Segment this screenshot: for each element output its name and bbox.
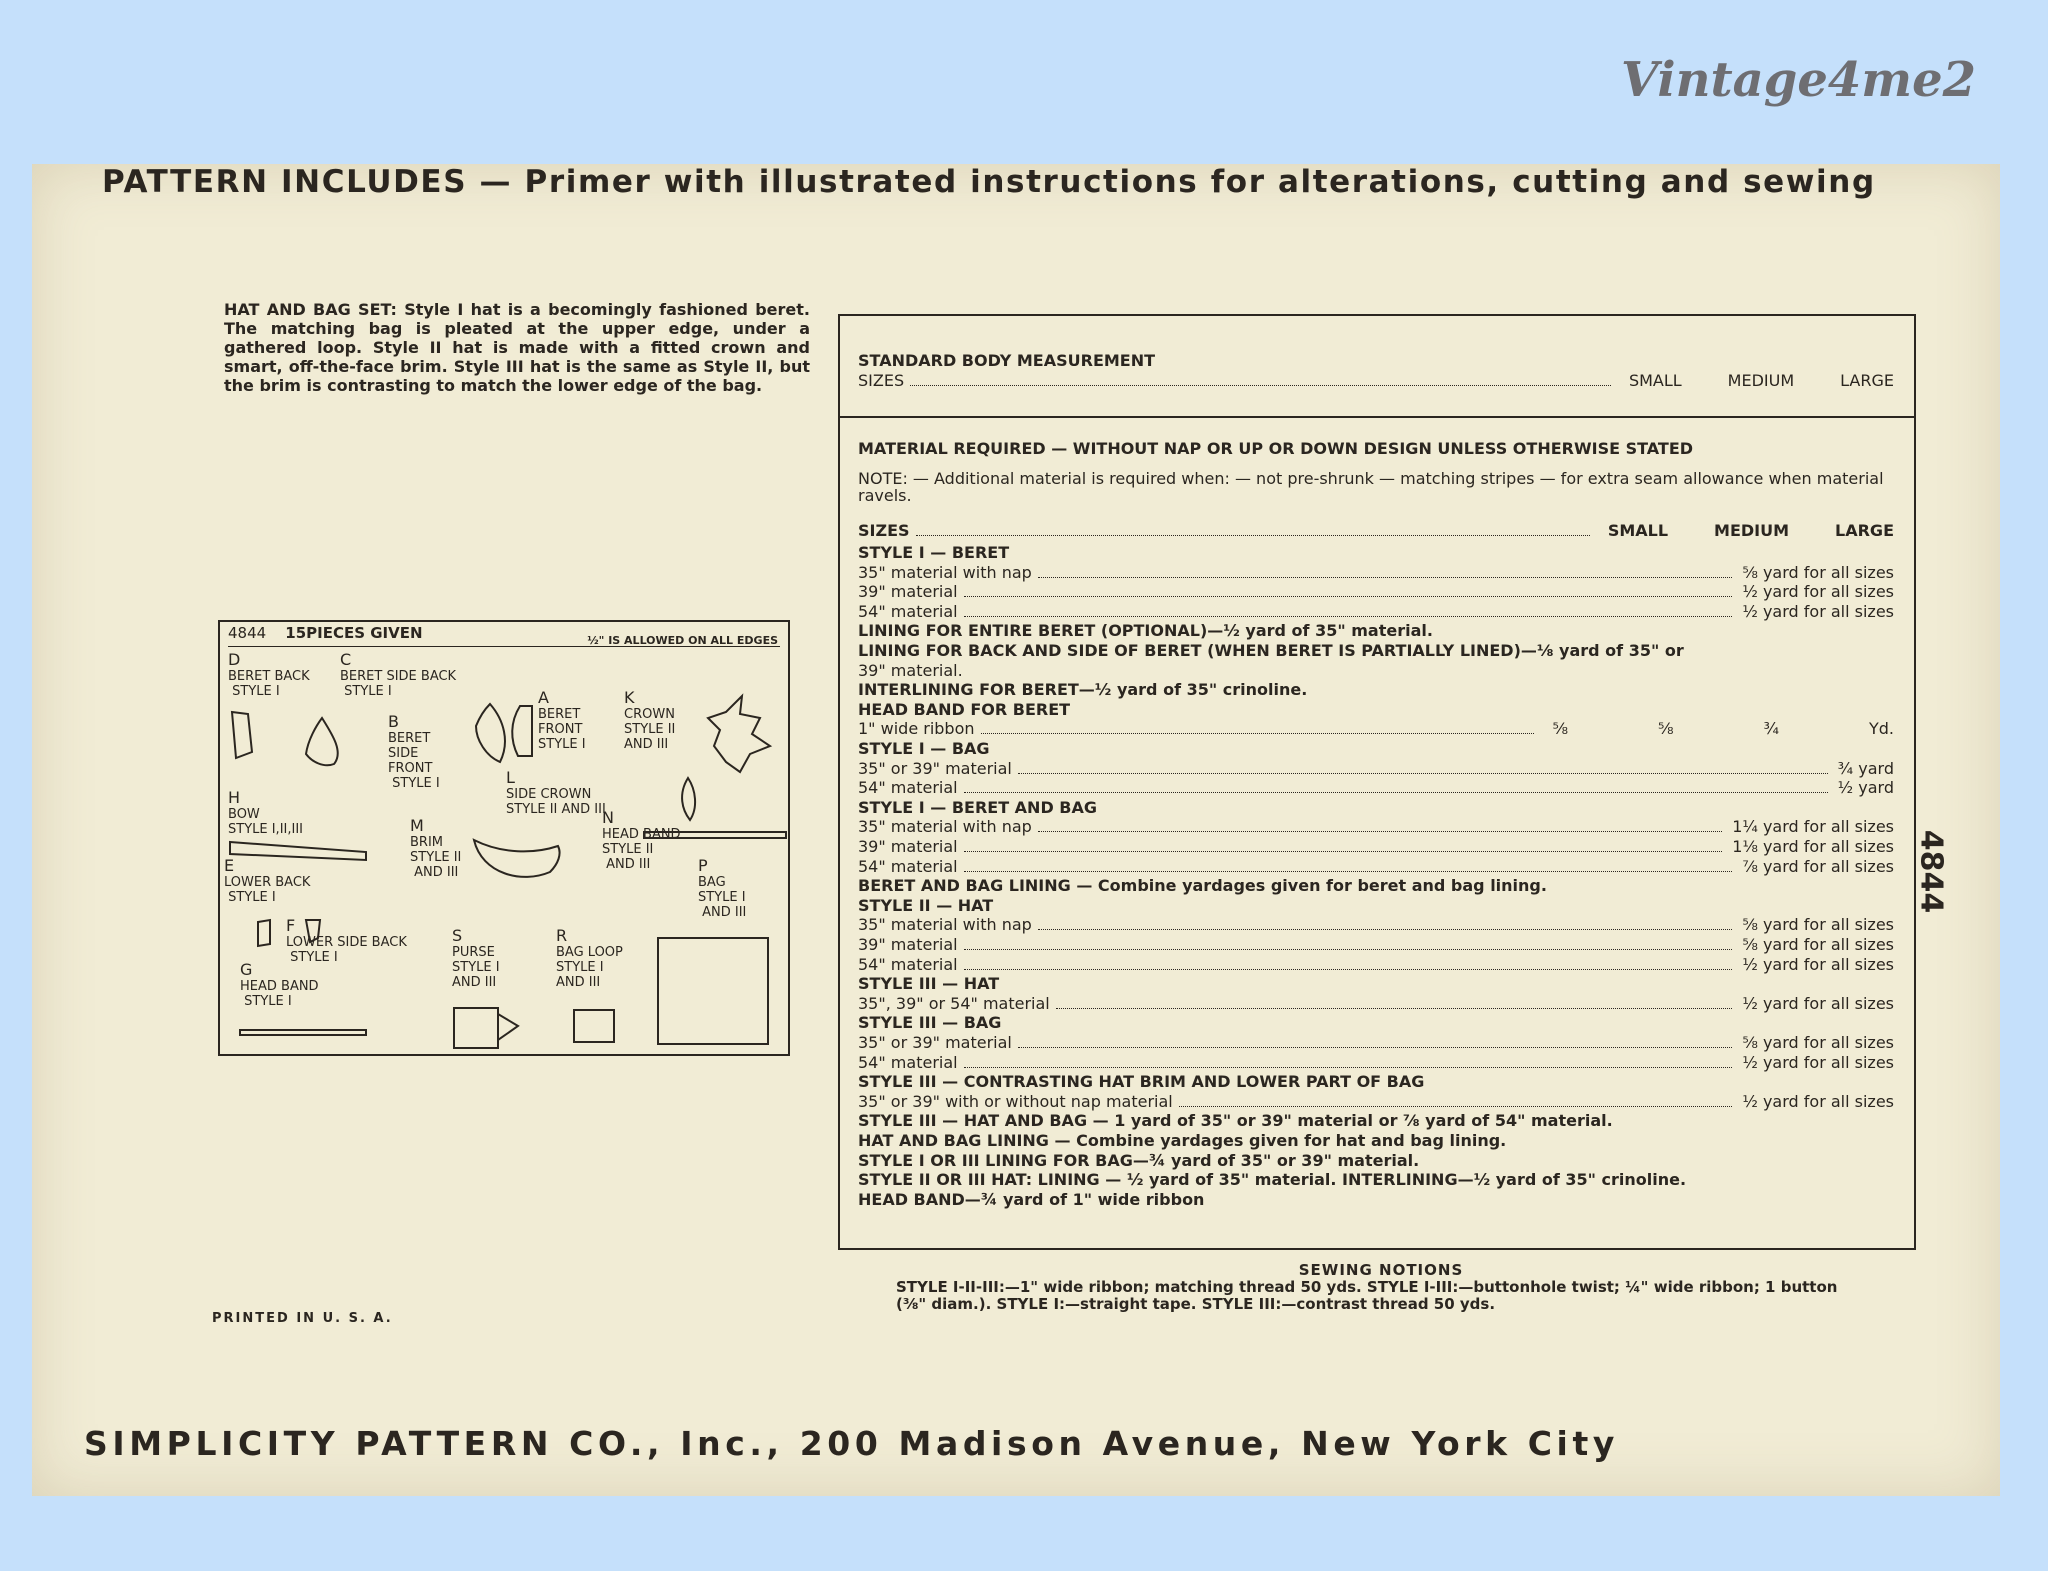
material-row: 54" material ½ yard for all sizes	[858, 954, 1894, 974]
pieces-given: 15PIECES GIVEN	[285, 624, 423, 642]
seam-allowance-note: ½" IS ALLOWED ON ALL EDGES	[587, 634, 778, 647]
pattern-number: 4844	[228, 624, 267, 642]
piece-f: F LOWER SIDE BACK STYLE I	[286, 916, 407, 965]
piece-s: S PURSE STYLE I AND III	[452, 926, 500, 990]
piece-c: C BERET SIDE BACK STYLE I	[340, 650, 457, 699]
material-row: 35" material with nap 1¼ yard for all sizes	[858, 817, 1894, 837]
printed-in-usa: PRINTED IN U. S. A.	[212, 1311, 393, 1326]
piece-r: R BAG LOOP STYLE I AND III	[556, 926, 623, 990]
material-row: LINING FOR BACK AND SIDE OF BERET (WHEN BERET IS PARTIALLY LINED)—⅛ yard of 35" or	[858, 641, 1684, 660]
material-row: 39" material.	[858, 660, 963, 680]
piece-k: K CROWN STYLE II AND III	[624, 688, 676, 752]
piece-g: G HEAD BAND STYLE I	[240, 960, 319, 1009]
material-row: STYLE III — HAT AND BAG — 1 yard of 35" or 39" material or ⅞ yard of 54" material.	[858, 1111, 1613, 1131]
material-row: 39" material ½ yard for all sizes	[858, 582, 1894, 602]
sewing-notions-title: SEWING NOTIONS	[1298, 1261, 1464, 1279]
material-row: INTERLINING FOR BERET—½ yard of 35" crinoline.	[858, 680, 1308, 700]
material-row: 35" or 39" material ⅝ yard for all sizes	[858, 1033, 1894, 1052]
piece-d: D BERET BACK STYLE I	[228, 650, 310, 699]
pattern-envelope-back	[32, 164, 2000, 1496]
pattern-includes-header: PATTERN INCLUDES — Primer with illustrated instructions for alterations, cutting and sewing	[102, 164, 1876, 200]
material-row: 35" material with nap ⅝ yard for all sizes	[858, 562, 1894, 582]
material-row: 35", 39" or 54" material ½ yard for all sizes	[858, 993, 1894, 1013]
material-row: 54" material ⅞ yard for all sizes	[858, 856, 1894, 876]
material-row: STYLE II OR III HAT: LINING — ½ yard of 35" material. INTERLINING—½ yard of 35" crinoline.	[858, 1170, 1687, 1190]
material-row: 35" or 39" material ¾ yard	[858, 758, 1894, 778]
pieces-diagram	[218, 620, 790, 1056]
material-row: STYLE III — CONTRASTING HAT BRIM AND LOWER PART OF BAG	[858, 1072, 1425, 1092]
material-row: STYLE III — BAG	[858, 1013, 1002, 1033]
yardage-table	[838, 314, 1916, 1250]
material-row: HAT AND BAG LINING — Combine yardages given for hat and bag lining.	[858, 1131, 1507, 1150]
piece-a: A BERET FRONT STYLE I	[538, 688, 586, 752]
material-row: 1" wide ribbon ⅝ ⅝ ¾ Yd.	[858, 719, 1894, 739]
material-sizes-row: SIZES SMALL MEDIUM LARGE	[858, 521, 1894, 540]
material-row: STYLE III — HAT	[858, 974, 1000, 994]
piece-n: N HEAD BAND STYLE II AND III	[602, 808, 681, 872]
piece-h: H BOW STYLE I,II,III	[228, 788, 303, 837]
description: HAT AND BAG SET: Style I hat is a becomingly fashioned beret. The matching bag is pleated at the upper edge, under a gathered loop. Style II hat is made with a fitted crown and smart, off-the-face brim. Style III hat is the same as Style II, but the brim is contrasting to match the lower edge of the bag.	[224, 300, 810, 395]
material-row: HEAD BAND—¾ yard of 1" wide ribbon	[858, 1189, 1205, 1209]
material-row: 35" material with nap ⅝ yard for all sizes	[858, 915, 1894, 935]
piece-p: P BAG STYLE I AND III	[698, 856, 747, 920]
piece-m: M BRIM STYLE II AND III	[410, 816, 462, 880]
material-row: 54" material ½ yard for all sizes	[858, 1052, 1894, 1072]
material-row: STYLE I OR III LINING FOR BAG—¾ yard of 35" or 39" material.	[858, 1150, 1420, 1170]
company-footer: SIMPLICITY PATTERN CO., Inc., 200 Madison Avenue, New York City	[84, 1424, 1619, 1463]
material-row: STYLE II — HAT	[858, 895, 994, 915]
piece-e: E LOWER BACK STYLE I	[224, 856, 311, 905]
piece-l: L SIDE CROWN STYLE II AND III	[506, 768, 606, 817]
material-note: NOTE: — Additional material is required when: — not pre-shrunk — matching stripes — for extra seam allowance when material ravels.	[858, 469, 1884, 505]
piece-b: B BERET SIDE FRONT STYLE I	[388, 712, 440, 791]
material-row: STYLE I — BAG	[858, 739, 990, 758]
material-row: 39" material ⅝ yard for all sizes	[858, 935, 1894, 954]
side-pattern-number: 4844	[1912, 829, 1948, 914]
watermark: Vintage4me2	[1620, 52, 1976, 108]
material-row: 39" material 1⅛ yard for all sizes	[858, 837, 1894, 856]
material-row: 54" material ½ yard for all sizes	[858, 601, 1894, 621]
material-row: STYLE I — BERET AND BAG	[858, 797, 1098, 817]
body-sizes-row: SIZES SMALL MEDIUM LARGE	[858, 371, 1894, 390]
body-measurement-title: STANDARD BODY MEASUREMENT	[858, 351, 1156, 370]
material-row: 35" or 39" with or without nap material ½ yard for all sizes	[858, 1091, 1894, 1111]
material-row: 54" material ½ yard	[858, 778, 1894, 798]
material-row: HEAD BAND FOR BERET	[858, 699, 1071, 719]
material-row: STYLE I — BERET	[858, 543, 1010, 562]
sewing-notions	[896, 1262, 1866, 1313]
material-row: LINING FOR ENTIRE BERET (OPTIONAL)—½ yard of 35" material.	[858, 621, 1433, 641]
material-title: MATERIAL REQUIRED — WITHOUT NAP OR UP OR DOWN DESIGN UNLESS OTHERWISE STATED	[858, 439, 1694, 458]
material-row: BERET AND BAG LINING — Combine yardages given for beret and bag lining.	[858, 876, 1547, 896]
sewing-notions-text: STYLE I-II-III:—1" wide ribbon; matching thread 50 yds. STYLE I-III:—buttonhole twist; ¼" wide ribbon; 1 button (⅜" diam.). STYLE I:—straight tape. STYLE III:—contrast thread 50 yds.	[896, 1278, 1838, 1313]
